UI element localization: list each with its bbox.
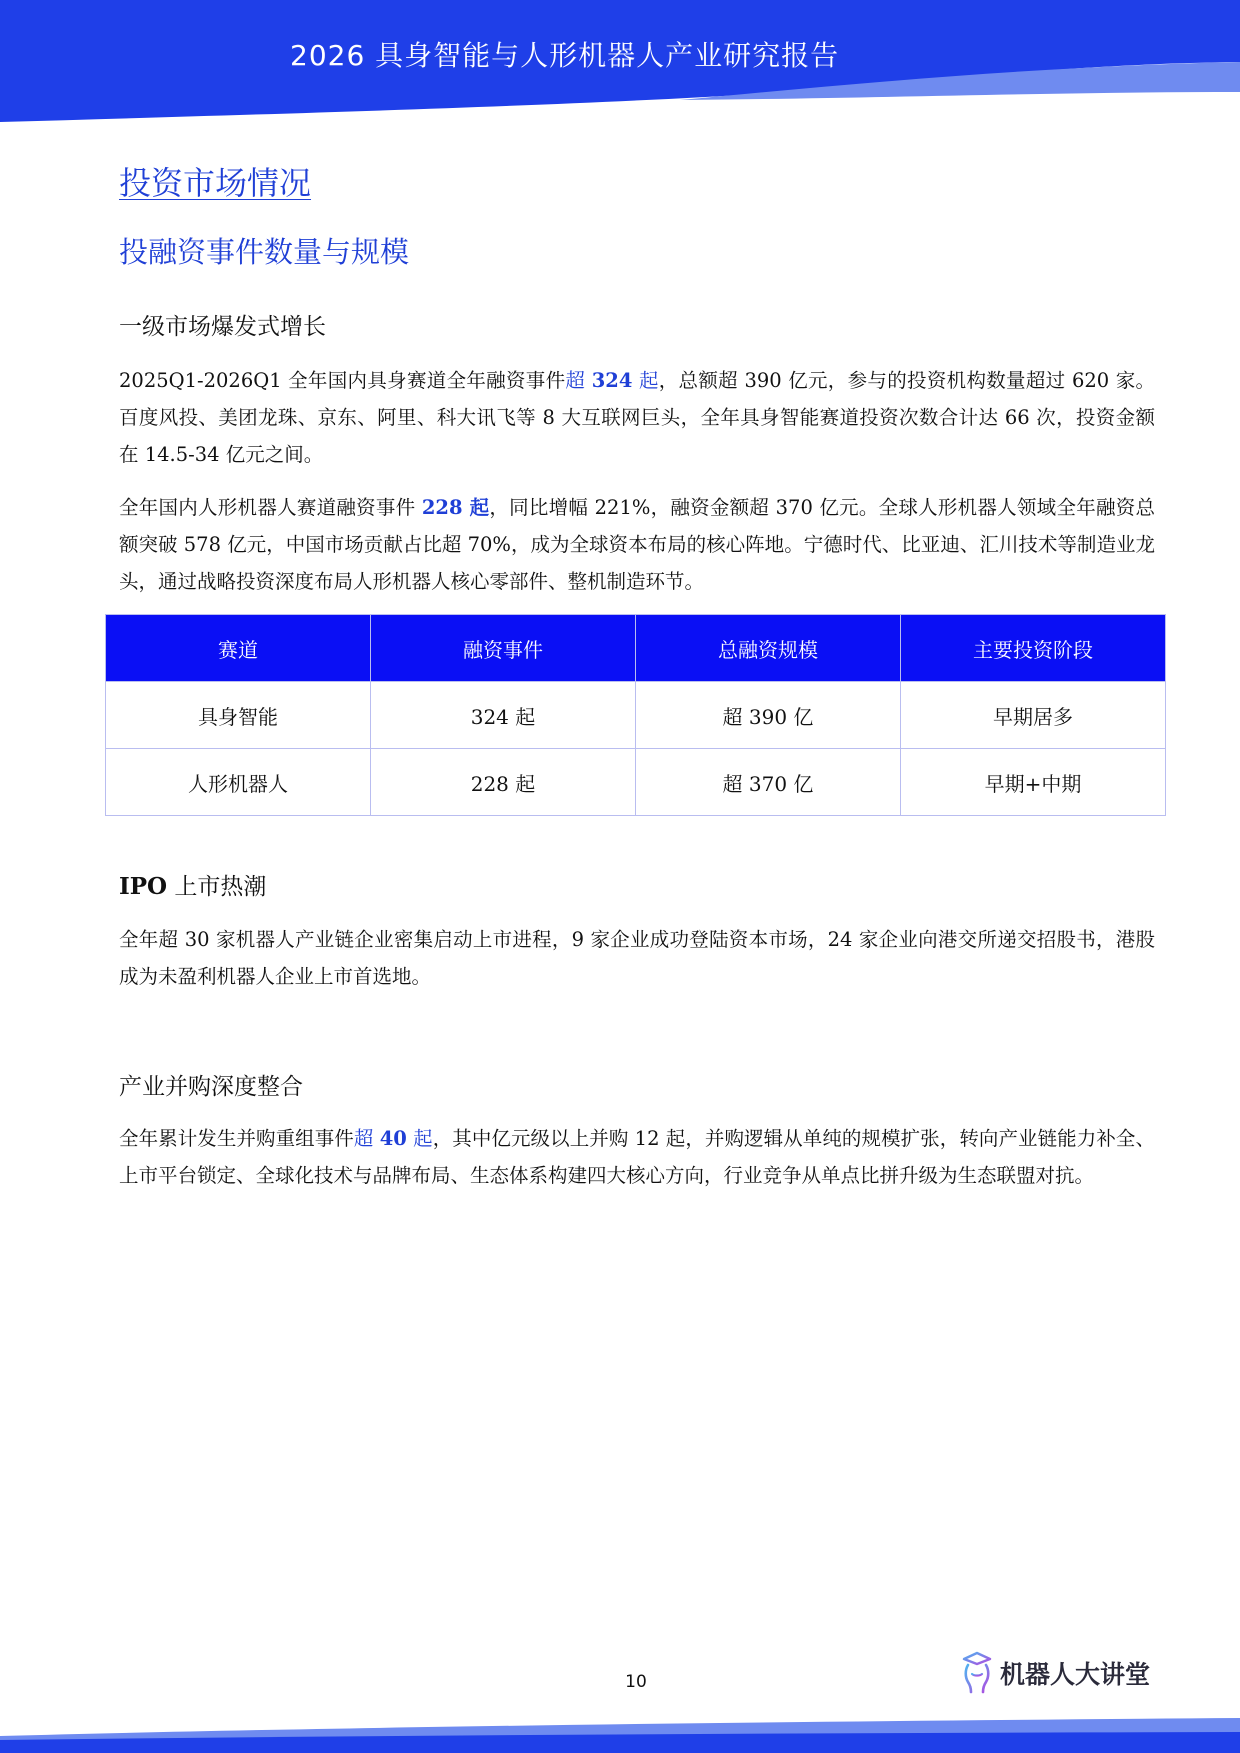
page-number: 10 <box>625 1672 647 1692</box>
section-subtitle: 投融资事件数量与规模 <box>119 235 410 269</box>
table-row <box>106 749 1166 816</box>
financing-table-grid <box>105 614 1166 816</box>
table-cell: 具身智能 <box>106 682 371 749</box>
highlight-number: 40 <box>379 1127 407 1150</box>
text-segment: 全年累计发生并购重组事件 <box>119 1127 354 1150</box>
highlight-228: 228 起 <box>421 496 490 519</box>
table-header-cell: 融资事件 <box>371 615 636 682</box>
highlight-suffix: 起 <box>632 369 659 392</box>
table-cell: 超 370 亿 <box>636 749 901 816</box>
heading-mna: 产业并购深度整合 <box>119 1074 303 1100</box>
section-title[interactable]: 投资市场情况 <box>119 164 312 202</box>
financing-table <box>105 614 1166 816</box>
paragraph-primary-market-2 <box>119 489 1155 600</box>
highlight-suffix: 起 <box>406 1127 433 1150</box>
paragraph-primary-market-1 <box>119 362 1155 473</box>
table-row <box>106 682 1166 749</box>
highlight-prefix: 超 <box>353 1127 380 1150</box>
footer-band <box>0 1718 1240 1753</box>
paragraph-mna <box>119 1120 1155 1194</box>
page-header <box>0 0 1240 125</box>
footer-band-shape <box>0 1718 1240 1753</box>
logo-text: 机器人大讲堂 <box>1000 1660 1151 1689</box>
report-title: 2026 具身智能与人形机器人产业研究报告 <box>290 39 840 72</box>
table-header-row <box>106 615 1166 682</box>
highlight-324 <box>565 369 658 392</box>
table-header-cell: 主要投资阶段 <box>901 615 1166 682</box>
highlight-40 <box>354 1127 433 1150</box>
heading-ipo-bold: IPO <box>119 873 168 900</box>
table-cell: 早期居多 <box>901 682 1166 749</box>
text-segment: 全年国内人形机器人赛道融资事件 <box>119 496 422 519</box>
robot-head-icon <box>960 1650 994 1696</box>
footer-logo <box>960 1650 1150 1696</box>
text-segment: ，同比增幅 221%，融资金额超 370 亿元。全球人形机器人领域全年融资总额突破 578 亿元，中国市场贡献占比超 70%，成为全球资本布局的核心阵地。宁德时代、比亚迪、汇川技术等制造业龙头，通过战略投资深度布局人形机器人核心零部件、整机制造环节。 <box>119 496 1155 593</box>
text-segment: ，总额超 390 亿元，参与的投资机构数量超过 620 家。百度风投、美团龙珠、京东、阿里、科大讯飞等 8 大互联网巨头，全年具身智能赛道投资次数合计达 66 次，投资金额在 14.5-34 亿元之间。 <box>119 369 1155 466</box>
heading-ipo <box>119 868 266 901</box>
table-header-cell: 赛道 <box>106 615 371 682</box>
table-cell: 早期+中期 <box>901 749 1166 816</box>
table-cell: 人形机器人 <box>106 749 371 816</box>
table-header-cell: 总融资规模 <box>636 615 901 682</box>
table-cell: 324 起 <box>371 682 636 749</box>
highlight-prefix: 超 <box>565 369 592 392</box>
table-cell: 超 390 亿 <box>636 682 901 749</box>
highlight-number: 324 <box>591 369 633 392</box>
heading-primary-market: 一级市场爆发式增长 <box>119 314 326 340</box>
heading-ipo-rest: 上市热潮 <box>167 874 267 900</box>
table-cell: 228 起 <box>371 749 636 816</box>
paragraph-ipo: 全年超 30 家机器人产业链企业密集启动上市进程，9 家企业成功登陆资本市场，24 家企业向港交所递交招股书，港股成为未盈利机器人企业上市首选地。 <box>119 928 1155 988</box>
text-segment: 2025Q1-2026Q1 全年国内具身赛道全年融资事件 <box>119 369 566 392</box>
text-segment: ，其中亿元级以上并购 12 起，并购逻辑从单纯的规模扩张，转向产业链能力补全、上市平台锁定、全球化技术与品牌布局、生态体系构建四大核心方向，行业竞争从单点比拼升级为生态联盟对抗。 <box>119 1127 1155 1187</box>
